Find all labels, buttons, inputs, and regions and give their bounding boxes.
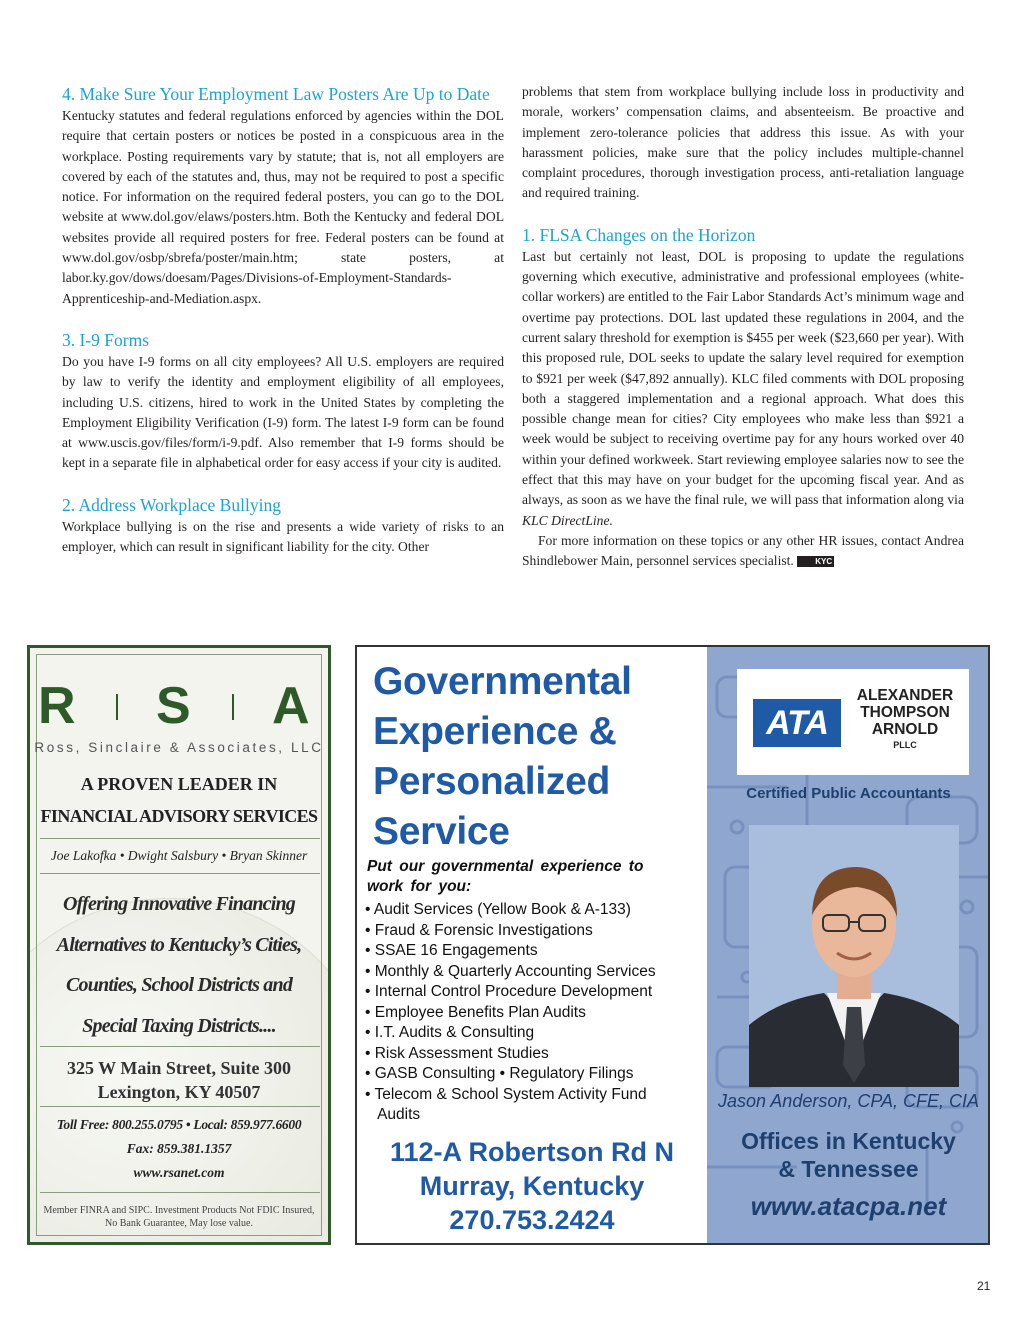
ata-headline [373,657,632,857]
rsa-offer-line: Alternatives to Kentucky’s Cities, [56,933,302,956]
ata-intro-line1: Put our governmental experience to [367,858,644,875]
ata-logo-name-line: THOMPSON [860,704,950,721]
list-item: • Fraud & Forensic Investigations [365,921,593,939]
page-number: 21 [977,1279,991,1293]
rsa-offer-line: Counties, School Districts and [65,974,293,996]
ata-left-panel [357,647,707,1243]
ata-address-line2: Murray, Kentucky [419,1171,645,1201]
list-item: • Audit Services (Yellow Book & A-133) [365,901,631,918]
list-item: • GASB Consulting • Regulatory Filings [365,1065,634,1082]
rsa-firm-name: Ross, Sinclaire & Associates, LLC [34,740,324,755]
rsa-logo [30,676,328,736]
list-item: Audits [365,1106,421,1123]
rsa-offer [30,884,328,1046]
ata-logo [737,669,969,775]
rsa-website[interactable]: www.rsanet.com [133,1165,225,1180]
rsa-logo-divider [232,694,234,720]
klc-end-badge: KYC [797,556,834,567]
ata-services-list [365,900,656,1126]
section-1-heading: 1. FLSA Changes on the Horizon [522,224,756,245]
list-item: • Risk Assessment Studies [365,1044,549,1062]
closing-text: For more information on these topics or any other HR issues, contact Andrea Shindlebower Main, personnel services specialist. [522,532,964,569]
ata-offices-line1: Offices in Kentucky [741,1128,956,1154]
ata-headline-line: Governmental [373,660,632,703]
ata-address [357,1135,707,1237]
ata-logo-name-line: ALEXANDER [856,687,954,704]
klc-directline-italic: KLC DirectLine. [522,512,613,528]
rsa-address [30,1056,328,1104]
ata-person-name: Jason Anderson, CPA, CFE, CIA [717,1091,980,1111]
rsa-phone-numbers: Toll Free: 800.255.0795 • Local: 859.977.6600 [56,1117,302,1132]
list-item: • I.T. Audits & Consulting [365,1024,535,1041]
rsa-disclaimer [30,1204,328,1230]
list-item: • Internal Control Procedure Development [365,983,653,1000]
rsa-address-line2: Lexington, KY 40507 [97,1082,261,1102]
divider [40,1046,320,1047]
section-2-heading: 2. Address Workplace Bullying [62,494,281,515]
ata-offices-line2: & Tennessee [778,1156,919,1182]
person-photo [749,825,959,1087]
rsa-advisor-names: Joe Lakofka • Dwight Salsbury • Bryan Skinner [50,848,308,863]
rsa-logo-s: S [156,677,191,735]
rsa-fax: Fax: 859.381.1357 [126,1141,232,1156]
list-item: • Monthly & Quarterly Accounting Services [365,962,656,980]
section-4-body: Kentucky statutes and federal regulations enforced by agencies within the DOL require that certain posters or notices be posted in a conspicuous area in the workplace. Posting requirements vary by statute; that is, not all employers are covered by each of the statutes and, thus, may not be required to post a specific notice. For information on the required federal posters, you can go to the DOL website at www.dol.gov/elaws/posters.htm. Both the Kentucky and federal DOL websites provide all required posters for free. Federal posters can be found at www.dol.gov/osbp/sbrefa/poster/main.htm; state posters, at labor.ky.gov/dows/doesam/Pages/Divisions-of-Employment-Standards-Apprenticeship-and-Mediation.aspx. [62,108,504,306]
ata-headline-line: Service [373,810,510,853]
rsa-disclaimer-line2: No Bank Guarantee, May lose value. [104,1218,253,1229]
rsa-logo-divider [116,694,118,720]
section-4-heading: 4. Make Sure Your Employment Law Posters Are Up to Date [62,84,490,104]
section-3-body: Do you have I-9 forms on all city employees? All U.S. employers are required by law to verify the identity and employment eligibility of all employees, including U.S. citizens, hired to work in the United States by completing the Employment Eligibility Verification (I-9) form. The latest I-9 form can be found at www.uscis.gov/files/form/i-9.pdf. Also remember that I-9 forms should be kept in a separate file in alphabetical order for easy access if your city is audited. [62,353,504,471]
ata-phone[interactable]: 270.753.2424 [449,1205,615,1235]
rsa-tagline-line1: A PROVEN LEADER IN [80,774,278,794]
article-left-column [62,82,504,557]
section-2-body-continued: problems that stem from workplace bullying include loss in productivity and morale, workers’ compensation claims, and absenteeism. Be proactive and implement zero-tolerance policies that address this issue. As with your harassment policies, make sure that the policy includes multiple-channel complaint procedures, thorough investigation process, anti-retaliation language and required training. [522,84,964,201]
section-2-body-start: Workplace bullying is on the rise and presents a wide variety of risks to an employer, which can result in significant liability for the city. Other [62,518,504,555]
ata-headline-line: Personalized [373,760,610,803]
divider [40,1106,320,1107]
closing-paragraph [522,531,964,572]
rsa-offer-line: Special Taxing Districts.... [82,1014,276,1037]
rsa-logo-r: R [38,677,76,735]
list-item: • Telecom & School System Activity Fund [365,1085,647,1103]
rsa-contact [30,1113,328,1185]
person-portrait-image [749,825,959,1087]
ata-intro [367,857,643,897]
ata-logo-mark: ATA [753,699,841,747]
divider [40,838,320,839]
list-item: • Employee Benefits Plan Audits [365,1003,586,1021]
rsa-advertisement[interactable] [27,645,331,1245]
rsa-disclaimer-line1: Member FINRA and SIPC. Investment Products Not FDIC Insured, [43,1205,315,1216]
rsa-tagline-line2: FINANCIAL ADVISORY SERVICES [40,806,318,826]
ata-address-line1: 112-A Robertson Rd N [389,1137,675,1167]
ata-website[interactable]: www.atacpa.net [750,1191,947,1221]
rsa-offer-line: Offering Innovative Financing [62,893,295,915]
list-item: • SSAE 16 Engagements [365,942,538,959]
ata-certified-label: Certified Public Accountants [746,785,951,802]
ata-headline-line: Experience & [373,710,617,753]
divider [40,1192,320,1193]
ata-advertisement[interactable] [355,645,990,1245]
section-3-heading: 3. I-9 Forms [62,329,150,350]
ata-logo-pllc: PLLC [893,740,917,750]
ata-logo-name [849,687,961,752]
ata-logo-name-line: ARNOLD [871,721,939,738]
divider [40,873,320,874]
ata-intro-line2: work for you: [367,878,472,895]
rsa-logo-a: A [272,677,310,735]
rsa-address-line1: 325 W Main Street, Suite 300 [67,1058,291,1078]
section-1-body [522,247,964,531]
section-1-body-text: Last but certainly not least, DOL is proposing to update the regulations governing which executive, administrative and professional employees (white-collar workers) are entitled to the Fair Labor Standards Act’s minimum wage and overtime pay protections. DOL last updated these regulations in 2004, and the current salary threshold for exemption is $455 per week ($23,660 per year). With this proposed rule, DOL seeks to update the salary level required for exemption to $921 per week ($47,892 annually). KLC filed comments with DOL proposing both a staggered implementation and a regional approach. What does this possible change mean for cities? City employees who make less than $921 a week would be subject to receiving overtime pay for any hours worked over 40 within your defined workweek. Start reviewing employee salaries now to see the effect that this may have on your budget for the upcoming fiscal year. And as always, as soon as we have the final rule, we will pass that information along via [522,248,964,508]
rsa-tagline [30,768,328,832]
article-right-column [522,82,964,572]
ata-offices [707,1127,990,1183]
